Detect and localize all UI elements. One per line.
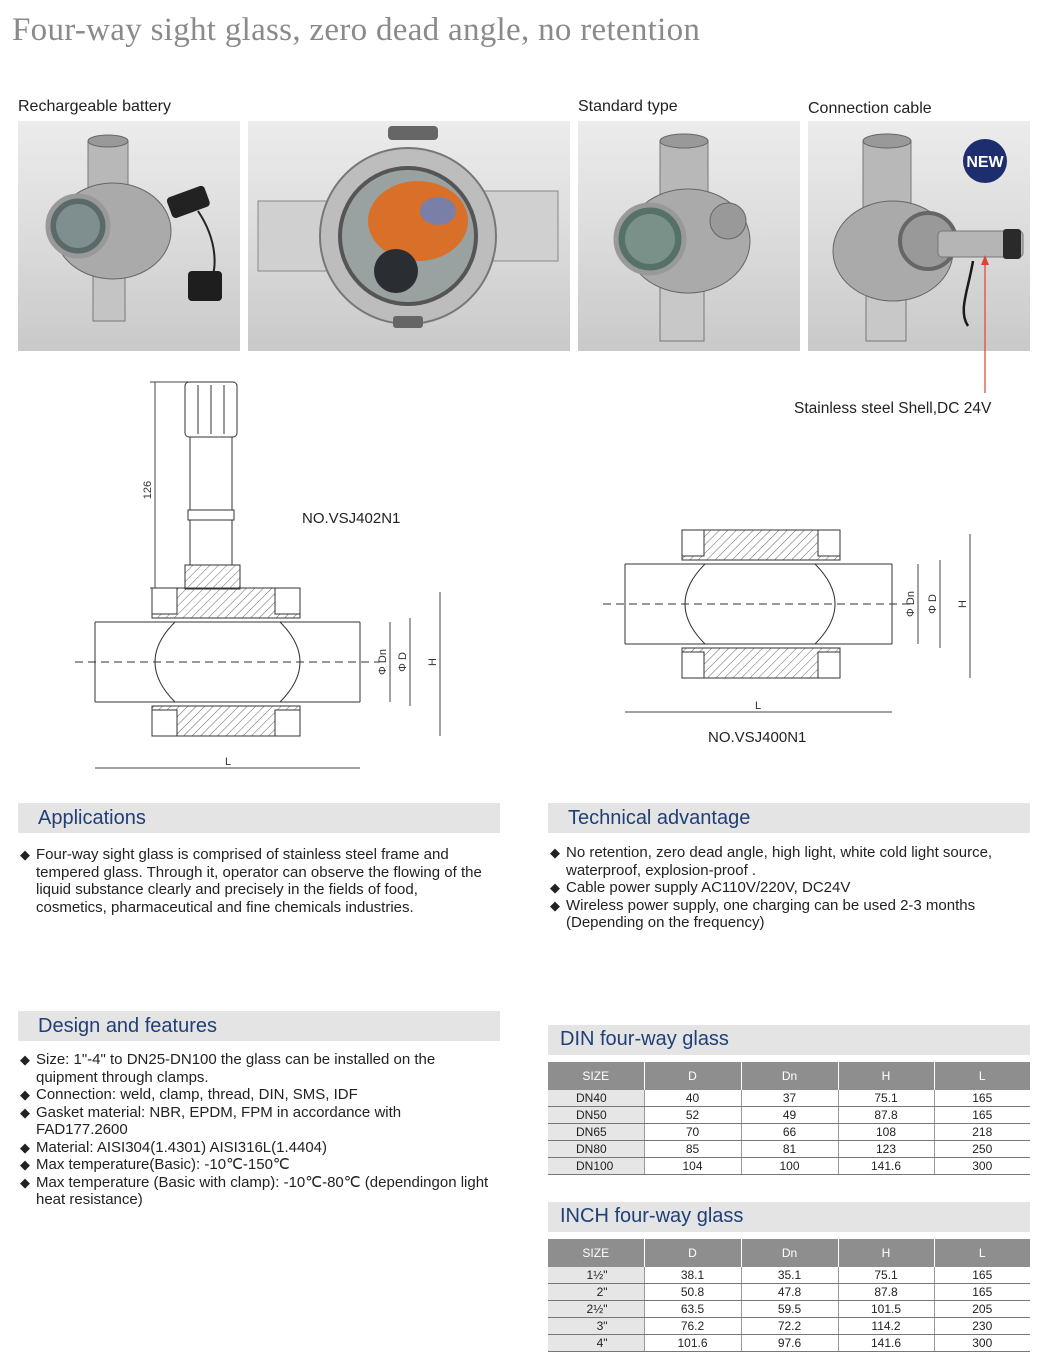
callout-text: Stainless steel Shell,DC 24V <box>794 400 992 417</box>
technical-heading: Technical advantage <box>568 807 751 829</box>
applications-item: ◆ Four-way sight glass is comprised of stainless steel frame and tempered glass. Through it, operator can observe the flowing of the liquid substance clearly and precisely in the fields of food, cosmetics, pharmaceutical and fine chemicals industries. <box>20 846 490 916</box>
cell: 4" <box>548 1335 644 1352</box>
dim-126: 126 <box>142 480 154 500</box>
din-header-d: D <box>644 1062 741 1090</box>
din-header-size: SIZE <box>548 1062 644 1090</box>
cell: DN100 <box>548 1158 644 1175</box>
din-header-h: H <box>838 1062 934 1090</box>
cell: 72.2 <box>741 1318 838 1335</box>
inch-table-title: INCH four-way glass <box>560 1205 744 1227</box>
photo-label-standard: Standard type <box>578 98 678 115</box>
table-row <box>548 1107 1030 1124</box>
cell: 52 <box>644 1107 741 1124</box>
cell: 75.1 <box>838 1090 934 1107</box>
photo-rechargeable-battery <box>18 121 240 351</box>
model-left: NO.VSJ402N1 <box>302 510 401 527</box>
cell: 300 <box>934 1335 1030 1352</box>
design-item: ◆ Connection: weld, clamp, thread, DIN, SMS, IDF <box>20 1086 490 1104</box>
model-right: NO.VSJ400N1 <box>708 729 807 746</box>
design-item: ◆ Gasket material: NBR, EPDM, FPM in accordance with FAD177.2600 <box>20 1104 490 1139</box>
table-row <box>548 1141 1030 1158</box>
table-row <box>548 1158 1030 1175</box>
cell: 104 <box>644 1158 741 1175</box>
table-row <box>548 1284 1030 1301</box>
dim-dn-left: Φ Dn <box>377 649 389 675</box>
inch-table <box>548 1239 1030 1352</box>
design-heading: Design and features <box>38 1015 218 1037</box>
dim-l-left: L <box>224 756 232 768</box>
design-item: ◆ Max temperature(Basic): -10℃-150℃ <box>20 1156 490 1174</box>
dim-l-right: L <box>754 700 762 712</box>
table-row <box>548 1090 1030 1107</box>
applications-heading-bar <box>18 803 500 833</box>
inch-header-h: H <box>838 1239 934 1267</box>
cell: 218 <box>934 1124 1030 1141</box>
cell: 141.6 <box>838 1335 934 1352</box>
drawing-vsj400n1 <box>600 522 980 722</box>
cell: DN65 <box>548 1124 644 1141</box>
cell: 66 <box>741 1124 838 1141</box>
cell: 47.8 <box>741 1284 838 1301</box>
cell: 87.8 <box>838 1107 934 1124</box>
table-row <box>548 1318 1030 1335</box>
photo-label-cable: Connection cable <box>808 100 932 117</box>
inch-table-title-bar <box>548 1202 1030 1232</box>
cell: 165 <box>934 1107 1030 1124</box>
cell: DN80 <box>548 1141 644 1158</box>
dim-d-left: Φ D <box>397 652 409 672</box>
cell: DN50 <box>548 1107 644 1124</box>
cell: 101.6 <box>644 1335 741 1352</box>
cell: 165 <box>934 1267 1030 1284</box>
din-table-title-bar <box>548 1025 1030 1055</box>
cell: 165 <box>934 1090 1030 1107</box>
dim-d-right: Φ D <box>927 594 939 614</box>
inch-header-size: SIZE <box>548 1239 644 1267</box>
cell: 100 <box>741 1158 838 1175</box>
cell: 70 <box>644 1124 741 1141</box>
table-row <box>548 1267 1030 1284</box>
cell: 37 <box>741 1090 838 1107</box>
cell: 123 <box>838 1141 934 1158</box>
photo-standard-type <box>578 121 800 351</box>
cell: 101.5 <box>838 1301 934 1318</box>
technical-heading-bar <box>548 803 1030 833</box>
photo-connection-cable <box>808 121 1030 351</box>
cell: 230 <box>934 1318 1030 1335</box>
din-header-dn: Dn <box>741 1062 838 1090</box>
new-badge: NEW <box>966 154 1004 171</box>
cell: 40 <box>644 1090 741 1107</box>
inch-header-l: L <box>934 1239 1030 1267</box>
table-row <box>548 1124 1030 1141</box>
cell: 38.1 <box>644 1267 741 1284</box>
inch-header-dn: Dn <box>741 1239 838 1267</box>
dim-h-right: H <box>957 600 969 608</box>
cell: 3" <box>548 1318 644 1335</box>
cell: 85 <box>644 1141 741 1158</box>
cell: 250 <box>934 1141 1030 1158</box>
applications-heading: Applications <box>38 807 146 829</box>
design-item: ◆ Max temperature (Basic with clamp): -10℃-80℃ (dependingon light heat resistance) <box>20 1174 490 1209</box>
design-list <box>20 1051 490 1209</box>
cell: 59.5 <box>741 1301 838 1318</box>
dim-dn-right: Φ Dn <box>905 591 917 617</box>
inch-header-d: D <box>644 1239 741 1267</box>
technical-item: ◆ No retention, zero dead angle, high light, white cold light source, waterproof, explosion-proof . <box>550 844 1025 879</box>
cell: 205 <box>934 1301 1030 1318</box>
photo-sight-glass-closeup <box>248 121 570 351</box>
cell: 75.1 <box>838 1267 934 1284</box>
cell: 97.6 <box>741 1335 838 1352</box>
applications-list <box>20 846 490 916</box>
cell: 2" <box>548 1284 644 1301</box>
drawing-vsj402n1 <box>40 370 460 780</box>
cell: 1½" <box>548 1267 644 1284</box>
cell: 114.2 <box>838 1318 934 1335</box>
cell: 300 <box>934 1158 1030 1175</box>
din-table <box>548 1062 1030 1175</box>
table-row <box>548 1301 1030 1318</box>
design-item: ◆ Material: AISI304(1.4301) AISI316L(1.4404) <box>20 1139 490 1157</box>
table-row <box>548 1335 1030 1352</box>
din-header-l: L <box>934 1062 1030 1090</box>
design-item: ◆ Size: 1"-4" to DN25-DN100 the glass can be installed on the quipment through clamps. <box>20 1051 490 1086</box>
technical-list <box>550 844 1025 932</box>
page-title: Four-way sight glass, zero dead angle, no retention <box>12 12 701 48</box>
cell: 63.5 <box>644 1301 741 1318</box>
din-table-title: DIN four-way glass <box>560 1028 729 1050</box>
cell: 35.1 <box>741 1267 838 1284</box>
dim-h-left: H <box>427 658 439 666</box>
technical-item: ◆ Wireless power supply, one charging can be used 2-3 months (Depending on the frequency) <box>550 897 1025 932</box>
cell: 2½" <box>548 1301 644 1318</box>
cell: 76.2 <box>644 1318 741 1335</box>
cell: DN40 <box>548 1090 644 1107</box>
photo-label-battery: Rechargeable battery <box>18 98 171 115</box>
cell: 50.8 <box>644 1284 741 1301</box>
cell: 141.6 <box>838 1158 934 1175</box>
cell: 49 <box>741 1107 838 1124</box>
cell: 108 <box>838 1124 934 1141</box>
callout-arrow <box>975 255 995 395</box>
technical-item: ◆ Cable power supply AC110V/220V, DC24V <box>550 879 1025 897</box>
cell: 165 <box>934 1284 1030 1301</box>
design-heading-bar <box>18 1011 500 1041</box>
cell: 81 <box>741 1141 838 1158</box>
cell: 87.8 <box>838 1284 934 1301</box>
